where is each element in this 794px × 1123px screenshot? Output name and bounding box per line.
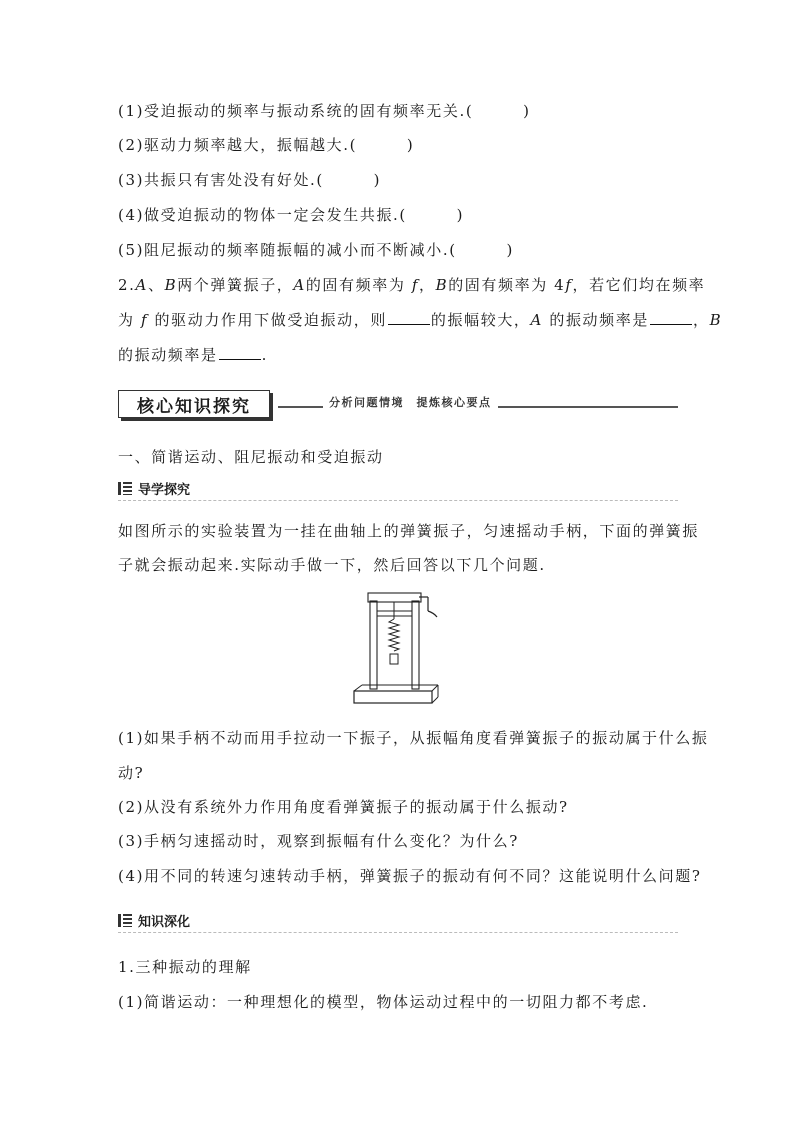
var-b: B [709,311,723,329]
q2-text: 、 [147,276,165,294]
section-marker-icon [118,914,132,927]
q2-text: 的振动频率是 [118,346,218,364]
explore-question-4: (4)用不同的转速匀速转动手柄，弹簧振子的振动有何不同？这能说明什么问题? [118,867,702,885]
question-2-fill-line-2 [118,310,722,330]
var-a: A [293,276,306,294]
var-b: B [435,276,449,294]
banner-subtitle: 分析问题情境 提炼核心要点 [323,394,498,410]
q2-text: ，若它们均在频率 [572,276,706,294]
var-f: f [140,311,149,329]
section-banner [118,390,678,420]
q2-text: 为 [118,311,135,329]
question-2: (2)驱动力频率越大，振幅越大.( ) [118,136,415,154]
explore-question-1: (1)如果手柄不动而用手拉动一下振子，从振幅角度看弹簧振子的振动属于什么振 [118,729,709,747]
q2-text: 两个弹簧振子， [177,276,294,294]
subhead-divider [118,500,678,501]
var-b: B [164,276,178,294]
intro-line-1: 如图所示的实验装置为一挂在曲轴上的弹簧振子，匀速摇动手柄，下面的弹簧振 [118,522,700,540]
explore-question-1-cont: 动? [118,764,145,782]
understanding-title: 1.三种振动的理解 [118,958,252,976]
q2-text: ， [692,311,710,329]
explore-question-3: (3)手柄匀速摇动时，观察到振幅有什么变化？为什么? [118,832,519,850]
var-a: A [135,276,148,294]
question-1: (1)受迫振动的频率与振动系统的固有频率无关.( ) [118,102,531,120]
apparatus-figure [352,587,442,707]
q2-text: 的驱动力作用下做受迫振动，则 [154,311,387,329]
q2-text: 的固有频率为 [305,276,406,294]
q2-number: 2. [118,276,136,294]
section-title: 一、简谐运动、阻尼振动和受迫振动 [118,448,384,466]
answer-blank-1[interactable] [388,310,430,325]
question-3: (3)共振只有害处没有好处.( ) [118,171,382,189]
var-f: f [411,276,419,294]
q2-text: ， [418,276,436,294]
question-2-fill-line-1 [118,275,705,295]
answer-blank-3[interactable] [219,345,261,360]
subhead-knowledge-deepening [118,911,190,930]
question-2-fill-line-3 [118,345,268,365]
subhead-divider [118,932,678,933]
question-4: (4)做受迫振动的物体一定会发生共振.( ) [118,206,465,224]
understanding-item-1: (1)简谐运动：一种理想化的模型，物体运动过程中的一切阻力都不考虑. [118,993,649,1011]
explore-question-2: (2)从没有系统外力作用角度看弹簧振子的振动属于什么振动? [118,798,569,816]
subhead-label: 导学探究 [138,483,191,498]
question-5: (5)阻尼振动的频率随振幅的减小而不断减小.( ) [118,241,514,259]
q2-text: . [261,346,268,364]
section-marker-icon [118,482,132,495]
q2-text: 的振动频率是 [549,311,649,329]
var-a: A [530,311,543,329]
subhead-guided-inquiry [118,479,190,498]
subhead-label: 知识深化 [138,915,191,930]
q2-text: 的固有频率为 4 [448,276,566,294]
var-f: f [565,276,573,294]
banner-title: 核心知识探究 [118,390,270,418]
intro-line-2: 子就会振动起来.实际动手做一下，然后回答以下几个问题. [118,556,546,574]
q2-text: 的振幅较大， [430,311,531,329]
answer-blank-2[interactable] [650,310,692,325]
